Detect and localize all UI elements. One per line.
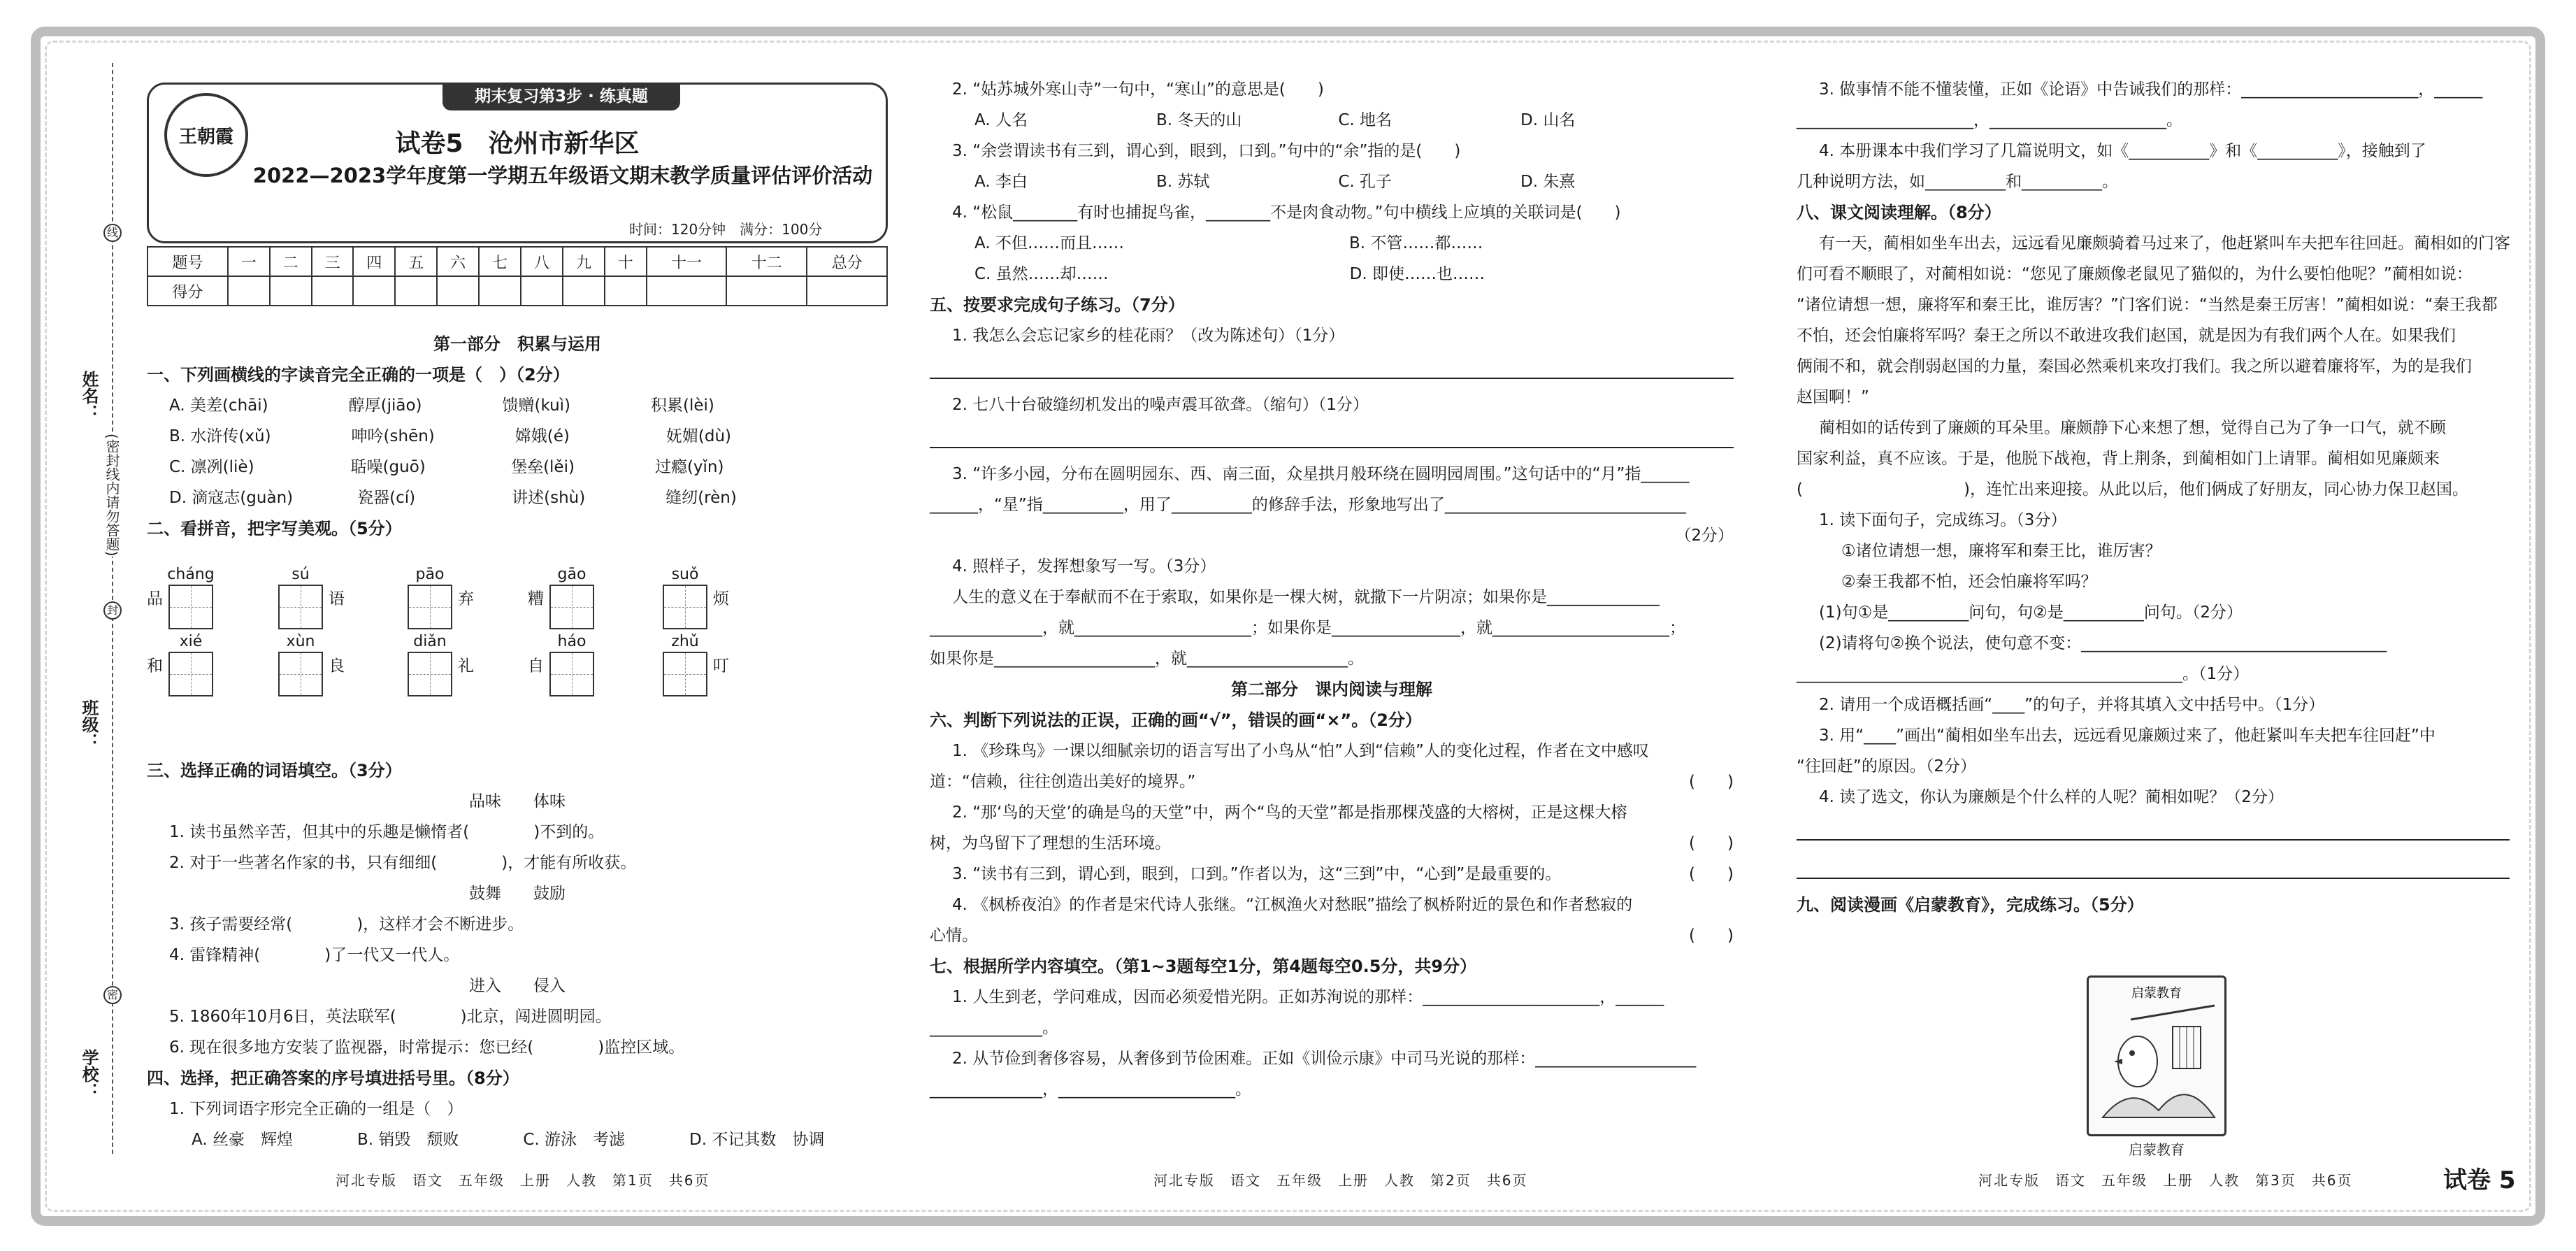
line-text: 2. 对于一些著名作家的书，只有细细( )，才能有所收获。	[169, 854, 637, 872]
pinyin-item	[528, 632, 600, 696]
question-line	[930, 459, 1734, 489]
section-heading	[147, 359, 888, 390]
question-line	[930, 1043, 1734, 1074]
judgement-bracket[interactable]: ( )	[1689, 773, 1734, 791]
question-line	[147, 1094, 888, 1124]
line-text: ( )，连忙出来迎接。从此以后，他们俩成了好朋友，同心协力保卫赵国。	[1797, 480, 2468, 499]
score-cell[interactable]	[521, 276, 563, 306]
pinyin-item	[657, 565, 729, 629]
question-line	[930, 520, 1734, 551]
pinyin-box-wrap	[657, 565, 713, 629]
line-text: ______________。	[930, 1019, 1058, 1037]
line-text: ______________，就______________________；如果你是________________，就______________________；	[930, 619, 1685, 637]
school-label: 学校：	[79, 1049, 99, 1099]
pinyin-box-wrap	[402, 632, 458, 696]
footer-page-2: 河北专版 语文 五年级 上册 人教 第2页 共6页	[1153, 1172, 1528, 1189]
score-table-header-cell: 五	[395, 247, 437, 276]
line-text: A. 丝豪 辉煌 B. 销毁 颓败 C. 游泳 考滤 D. 不记其数 协调	[192, 1131, 825, 1149]
question-line	[147, 940, 888, 971]
question-line	[147, 1124, 888, 1155]
seal-note: (密封线内请勿答题)	[101, 434, 122, 557]
pinyin-box-wrap	[657, 632, 713, 696]
question-line	[930, 74, 1734, 105]
question-line	[1797, 566, 2510, 597]
exam-title: 试卷5 沧州市新华区	[395, 129, 640, 158]
line-text: A. 美差(chāi) 醇厚(jiāo) 馈赠(kuì) 积累(lèi)	[169, 396, 714, 415]
section-heading	[930, 951, 1734, 982]
pinyin-text: xùn	[286, 633, 315, 650]
question-line	[1797, 659, 2510, 689]
question-line	[1797, 536, 2510, 566]
score-table-header-cell: 总分	[807, 247, 887, 276]
question-line	[930, 320, 1734, 351]
section-heading	[147, 329, 888, 359]
pinyin-text: gāo	[557, 566, 587, 583]
writing-grid-box[interactable]	[168, 652, 213, 696]
line-text: 2. 七八十台破缝纫机发出的噪声震耳欲聋。（缩句）（1分）	[952, 396, 1369, 414]
review-tag: 期末复习第3步 · 练真题	[442, 83, 680, 110]
question-line	[1797, 136, 2510, 166]
comic-title: 启蒙教育	[2131, 986, 2182, 1001]
question-line	[1797, 259, 2510, 289]
question-line	[930, 389, 1734, 420]
question-line	[930, 736, 1734, 766]
line-text: （2分）	[1675, 527, 1734, 545]
line-text: 4. 《枫桥夜泊》的作者是宋代诗人张继。“江枫渔火对愁眠”描绘了枫桥附近的景色和作者愁寂的	[952, 896, 1633, 914]
writing-grid-box[interactable]	[278, 652, 323, 696]
pinyin-box-wrap	[273, 632, 329, 696]
word-suffix: 叮	[713, 657, 729, 675]
writing-grid-box[interactable]	[549, 585, 594, 629]
question-line	[930, 859, 1734, 889]
answer-line	[1797, 813, 2510, 851]
line-text: 4. 照样子，发挥想象写一写。（3分）	[952, 557, 1216, 576]
line-text: 2. 从节俭到奢侈容易，从奢侈到节俭困难。正如《训俭示康》中司马光说的那样：____________________	[952, 1050, 1697, 1068]
section-heading	[930, 705, 1734, 736]
line-text: ______________________，______________________。	[1797, 111, 2182, 129]
line-text: A. 李白 B. 苏轼 C. 孔子 D. 朱熹	[974, 173, 1576, 191]
question-line	[147, 390, 888, 421]
line-text: “诸位请想一想，廉将军和秦王比，谁厉害？”门客们说：“当然是秦王厉害！”蔺相如说：“秦王我都	[1797, 296, 2498, 314]
name-label: 姓名：	[79, 371, 99, 421]
section-heading	[1797, 889, 2510, 920]
question-line	[1797, 689, 2510, 720]
score-table-header-cell: 十二	[726, 247, 807, 276]
question-line	[1797, 443, 2510, 474]
line-text: 们可看不顺眼了，对蔺相如说：“您见了廉颇像老鼠见了猫似的，为什么要怕他呢？”蔺相如说：	[1797, 265, 2473, 283]
score-table-header-cell: 二	[270, 247, 312, 276]
answer-line	[930, 351, 1734, 389]
pinyin-text: suǒ	[671, 566, 699, 583]
line-text: 1. 人生到老，学问难成，因而必须爱惜光阴。正如苏洵说的那样：______________________，______	[952, 988, 1664, 1006]
line-text: 鼓舞 鼓励	[469, 885, 566, 903]
line-text: 道：“信赖，往往创造出美好的境界。”	[930, 773, 1196, 791]
pinyin-text: xié	[179, 633, 203, 650]
question-line	[1797, 751, 2510, 782]
pinyin-row	[147, 632, 888, 699]
line-text: ②秦王我都不怕，还会怕廉将军吗？	[1841, 573, 2097, 591]
answer-line	[1797, 851, 2510, 889]
judgement-bracket[interactable]: ( )	[1689, 834, 1734, 852]
line-text: ______________，______________________。	[930, 1080, 1251, 1099]
pinyin-text: háo	[557, 633, 587, 650]
writing-grid-box[interactable]	[168, 585, 213, 629]
line-text: 品味 体味	[469, 792, 566, 810]
line-text: (2)请将句②换个说法，使句意不变：______________________________________	[1819, 634, 2387, 652]
line-text: 2. “那‘鸟的天堂’的确是鸟的天堂”中，两个“鸟的天堂”都是指那棵茂盛的大榕树，正是这棵大榕	[952, 803, 1627, 822]
pinyin-text: sú	[292, 566, 310, 583]
line-text: A. 不但……而且…… B. 不管……都……	[974, 234, 1483, 252]
seal-mark-feng: 封	[103, 601, 122, 620]
pinyin-item	[273, 565, 345, 629]
score-cell[interactable]	[228, 276, 270, 306]
line-text: 第二部分 课内阅读与理解	[1231, 680, 1432, 699]
line-text: 如果你是____________________，就____________________。	[930, 650, 1364, 668]
score-cell[interactable]	[647, 276, 727, 306]
line-text: 5. 1860年10月6日，英法联军( )北京，闯进圆明园。	[169, 1008, 612, 1026]
question-line	[930, 643, 1734, 674]
pinyin-writing-area	[147, 565, 888, 699]
question-line	[930, 105, 1734, 136]
question-line	[147, 1001, 888, 1032]
line-text: 树，为鸟留下了理想的生活环境。	[930, 834, 1171, 852]
score-row-label: 得分	[147, 276, 228, 306]
line-text: 3. “读书有三到，谓心到，眼到，口到。”作者以为，这“三到”中，“心到”是最重要的。	[952, 865, 1562, 883]
question-line	[147, 1032, 888, 1063]
question-line	[1797, 597, 2510, 628]
line-text: 1. 读书虽然辛苦，但其中的乐趣是懒惰者( )不到的。	[169, 823, 605, 841]
question-line	[930, 766, 1734, 797]
pinyin-item	[402, 565, 474, 629]
answer-line	[930, 420, 1734, 459]
line-text: 1. 《珍珠鸟》一课以细腻亲切的语言写出了小鸟从“怕”人到“信赖”人的变化过程，作者在文中感叹	[952, 742, 1649, 760]
line-text: 1. 读下面句子，完成练习。（3分）	[1819, 511, 2067, 529]
line-text: 进入 侵入	[469, 977, 566, 995]
line-text: 第一部分 积累与运用	[433, 334, 601, 354]
pinyin-row	[147, 565, 888, 632]
column-2	[930, 74, 1734, 1105]
pinyin-item	[657, 632, 729, 696]
line-text: 4. “松鼠________有时也捕捉鸟雀，________不是肉食动物。”句中横线上应填的关联词是( )	[952, 203, 1621, 222]
question-line	[930, 797, 1734, 828]
score-table-header-cell: 题号	[147, 247, 228, 276]
paper-number-label: 试卷 5	[2443, 1166, 2516, 1194]
line-text: 蔺相如的话传到了廉颇的耳朵里。廉颇静下心来想了想，觉得自己为了争一口气，就不顾	[1819, 419, 2446, 437]
question-line	[930, 982, 1734, 1013]
writing-grid-box[interactable]	[408, 652, 452, 696]
section-heading	[147, 513, 888, 544]
question-line	[1797, 166, 2510, 197]
line-text: 2. “姑苏城外寒山寺”一句中，“寒山”的意思是( )	[952, 80, 1324, 99]
pinyin-item	[147, 632, 219, 696]
line-text: ______，“星”指__________，用了__________的修辞手法，形象地写出了______________________________	[930, 496, 1686, 514]
word-suffix: 弃	[458, 589, 474, 608]
pinyin-text: zhǔ	[671, 633, 699, 650]
line-text: ________________________________________________。（1分）	[1797, 665, 2250, 683]
column-1-lower	[147, 755, 888, 1155]
seal-mark-mi: 密	[103, 986, 122, 1004]
question-line	[147, 971, 888, 1001]
line-text: 3. “余尝谓读书有三到，谓心到，眼到，口到。”句中的“余”指的是( )	[952, 142, 1461, 160]
question-line	[1797, 105, 2510, 136]
question-line	[1797, 782, 2510, 813]
score-cell[interactable]	[563, 276, 605, 306]
question-line	[930, 197, 1734, 228]
word-prefix: 自	[528, 657, 544, 675]
question-line	[1797, 320, 2510, 351]
score-cell[interactable]	[312, 276, 354, 306]
pinyin-item	[147, 565, 219, 629]
time-score-info: 时间：120分钟 满分：100分	[629, 221, 823, 238]
footer-page-1: 河北专版 语文 五年级 上册 人教 第1页 共6页	[336, 1172, 710, 1189]
line-text: 五、按要求完成句子练习。（7分）	[930, 295, 1185, 315]
comic-image	[2087, 975, 2226, 1136]
pinyin-item	[402, 632, 474, 696]
word-suffix: 礼	[458, 657, 474, 675]
line-text: 3. “许多小园，分布在圆明园东、西、南三面，众星拱月般环绕在圆明园周围。”这句话中的“月”指______	[952, 465, 1690, 483]
question-line	[930, 228, 1734, 259]
question-line	[930, 489, 1734, 520]
question-line	[930, 136, 1734, 166]
judgement-bracket[interactable]: ( )	[1689, 927, 1734, 945]
line-text: C. 虽然……却…… D. 即使……也……	[974, 265, 1485, 283]
line-text: “往回赶”的原因。（2分）	[1797, 757, 1976, 775]
question-line	[930, 259, 1734, 289]
line-text: 3. 用“____”画出“蔺相如坐车出去，远远看见廉颇过来了，他赶紧叫车夫把车往回赶”中	[1819, 727, 2435, 745]
score-table-header-cell: 六	[437, 247, 479, 276]
score-table-score-row	[147, 276, 887, 306]
line-text: 三、选择正确的词语填空。（3分）	[147, 761, 402, 780]
question-line	[147, 452, 888, 482]
writing-grid-box[interactable]	[549, 652, 594, 696]
score-table-header-cell: 三	[312, 247, 354, 276]
line-text: 几种说明方法，如__________和__________。	[1797, 173, 2118, 191]
line-text: D. 滴寇志(guàn) 瓷器(cí) 讲述(shù) 缝纫(rèn)	[169, 489, 737, 507]
score-cell[interactable]	[270, 276, 312, 306]
question-line	[1797, 720, 2510, 751]
line-text: 九、阅读漫画《启蒙教育》，完成练习。（5分）	[1797, 895, 2144, 915]
score-table-header-cell: 八	[521, 247, 563, 276]
question-line	[147, 482, 888, 513]
line-text: 4. 雷锋精神( )了一代又一代人。	[169, 946, 460, 964]
line-text: 八、课文阅读理解。（8分）	[1797, 203, 2001, 222]
score-cell[interactable]	[437, 276, 479, 306]
pinyin-box-wrap	[163, 632, 219, 696]
score-cell[interactable]	[605, 276, 647, 306]
pinyin-text: pāo	[415, 566, 445, 583]
line-text: C. 凛冽(liè) 聒噪(guō) 堡垒(lěi) 过瘾(yǐn)	[169, 458, 724, 476]
question-line	[1797, 474, 2510, 505]
footer-page-3: 河北专版 语文 五年级 上册 人教 第3页 共6页	[1978, 1172, 2353, 1189]
section-heading	[930, 289, 1734, 320]
score-cell[interactable]	[353, 276, 395, 306]
pinyin-box-wrap	[544, 632, 600, 696]
column-3	[1797, 74, 2510, 920]
line-text: 1. 我怎么会忘记家乡的桂花雨？（改为陈述句）（1分）	[952, 327, 1345, 345]
line-text: 4. 读了选文，你认为廉颇是个什么样的人呢？蔺相如呢？（2分）	[1819, 788, 2284, 806]
question-line	[147, 421, 888, 452]
line-text: A. 人名 B. 冬天的山 C. 地名 D. 山名	[974, 111, 1576, 129]
pinyin-box-wrap	[273, 565, 329, 629]
question-line	[1797, 382, 2510, 413]
score-cell[interactable]	[726, 276, 807, 306]
pinyin-text: diǎn	[413, 633, 447, 650]
question-line	[930, 613, 1734, 643]
question-line	[1797, 351, 2510, 382]
seal-mark-xian: 线	[103, 224, 122, 242]
section-heading	[1797, 197, 2510, 228]
line-text: B. 水浒传(xǔ) 呻吟(shēn) 嫦娥(é) 妩媚(dù)	[169, 427, 731, 445]
score-table-header-cell: 四	[353, 247, 395, 276]
line-text: 七、根据所学内容填空。（第1~3题每空1分，第4题每空0.5分，共9分）	[930, 957, 1477, 976]
question-line	[147, 817, 888, 848]
word-suffix: 烦	[713, 589, 729, 608]
score-cell[interactable]	[807, 276, 887, 306]
pinyin-text: cháng	[167, 566, 215, 583]
score-table-header-cell: 十一	[647, 247, 727, 276]
question-line	[147, 909, 888, 940]
line-text: 1. 下列词语字形完全正确的一组是（ ）	[169, 1100, 463, 1118]
line-text: 赵国啊！”	[1797, 388, 1869, 406]
class-label: 班级：	[79, 699, 99, 750]
pinyin-box-wrap	[163, 565, 219, 629]
pinyin-item	[528, 565, 600, 629]
score-cell[interactable]	[395, 276, 437, 306]
word-prefix: 品	[147, 589, 163, 608]
score-cell[interactable]	[479, 276, 521, 306]
writing-grid-box[interactable]	[408, 585, 452, 629]
section-heading	[147, 755, 888, 786]
seal-sidebar	[63, 63, 140, 1154]
question-line	[147, 878, 888, 909]
line-text: 四、选择，把正确答案的序号填进括号里。（8分）	[147, 1068, 519, 1088]
comic-caption: 启蒙教育	[2129, 1141, 2185, 1158]
question-line	[930, 1013, 1734, 1043]
line-text: 有一天，蔺相如坐车出去，远远看见廉颇骑着马过来了，他赶紧叫车夫把车往回赶。蔺相如的门客	[1819, 234, 2510, 252]
line-text: 6. 现在很多地方安装了监视器，时常提示：您已经( )监控区域。	[169, 1038, 685, 1057]
line-text: 六、判断下列说法的正误，正确的画“√”，错误的画“×”。（2分）	[930, 710, 1422, 730]
line-text: 4. 本册课本中我们学习了几篇说明文，如《__________》和《__________》，接触到了	[1819, 142, 2426, 160]
writing-grid-box[interactable]	[663, 585, 707, 629]
line-text: 心情。	[930, 927, 978, 945]
line-text: (1)句①是__________问句，句②是__________问句。（2分）	[1819, 603, 2243, 622]
question-line	[1797, 74, 2510, 105]
line-text: 2. 请用一个成语概括画“____”的句子，并将其填入文中括号中。（1分）	[1819, 696, 2325, 714]
question-line	[930, 582, 1734, 613]
question-line	[1797, 289, 2510, 320]
line-text: 二、看拼音，把字写美观。（5分）	[147, 519, 402, 538]
pinyin-box-wrap	[402, 565, 458, 629]
question-line	[930, 920, 1734, 951]
line-text: 人生的意义在于奉献而不在于索取，如果你是一棵大树，就撒下一片阴凉；如果你是______________	[952, 588, 1660, 606]
exam-subtitle: 2022—2023学年度第一学期五年级语文期末教学质量评估评价活动	[252, 164, 873, 187]
question-line	[1797, 413, 2510, 443]
line-text: 国家利益，真不应该。于是，他脱下战袍，背上荆条，到蔺相如门上请罪。蔺相如见廉颇来	[1797, 450, 2440, 468]
question-line	[1797, 505, 2510, 536]
question-line	[930, 828, 1734, 859]
section-heading	[930, 674, 1734, 705]
question-line	[1797, 628, 2510, 659]
judgement-bracket[interactable]: ( )	[1689, 865, 1734, 883]
line-text: 不怕，还会怕廉将军吗？秦王之所以不敢进攻我们赵国，就是因为有我们两个人在。如果我们	[1797, 327, 2456, 345]
question-line	[1797, 228, 2510, 259]
section-heading	[147, 1063, 888, 1094]
score-table	[147, 246, 888, 306]
word-suffix: 语	[329, 589, 345, 608]
word-suffix: 良	[329, 657, 345, 675]
line-text: 3. 做事情不能不懂装懂，正如《论语》中告诫我们的那样：______________________，______	[1819, 80, 2483, 99]
writing-grid-box[interactable]	[278, 585, 323, 629]
score-table-header-cell: 九	[563, 247, 605, 276]
score-table-header-cell: 十	[605, 247, 647, 276]
word-prefix: 和	[147, 657, 163, 675]
line-text: ①诸位请想一想，廉将军和秦王比，谁厉害？	[1841, 542, 2161, 560]
score-table-header-cell: 一	[228, 247, 270, 276]
question-line	[147, 848, 888, 878]
column-1	[147, 329, 888, 544]
word-prefix: 糟	[528, 589, 544, 608]
question-line	[930, 1074, 1734, 1105]
writing-grid-box[interactable]	[663, 652, 707, 696]
score-table-header-cell: 七	[479, 247, 521, 276]
question-line	[930, 889, 1734, 920]
pinyin-box-wrap	[544, 565, 600, 629]
logo-text: 王朝霞	[178, 126, 233, 148]
question-line	[147, 786, 888, 817]
score-table-header-row	[147, 247, 887, 276]
question-line	[930, 166, 1734, 197]
line-text: 3. 孩子需要经常( )，这样才会不断进步。	[169, 915, 524, 934]
question-line	[930, 551, 1734, 582]
line-text: 一、下列画横线的字读音完全正确的一项是（ ）（2分）	[147, 365, 570, 385]
pinyin-item	[273, 632, 345, 696]
line-text: 俩闹不和，就会削弱赵国的力量，秦国必然乘机来攻打我们。我之所以避着廉将军，为的是我们	[1797, 357, 2472, 376]
